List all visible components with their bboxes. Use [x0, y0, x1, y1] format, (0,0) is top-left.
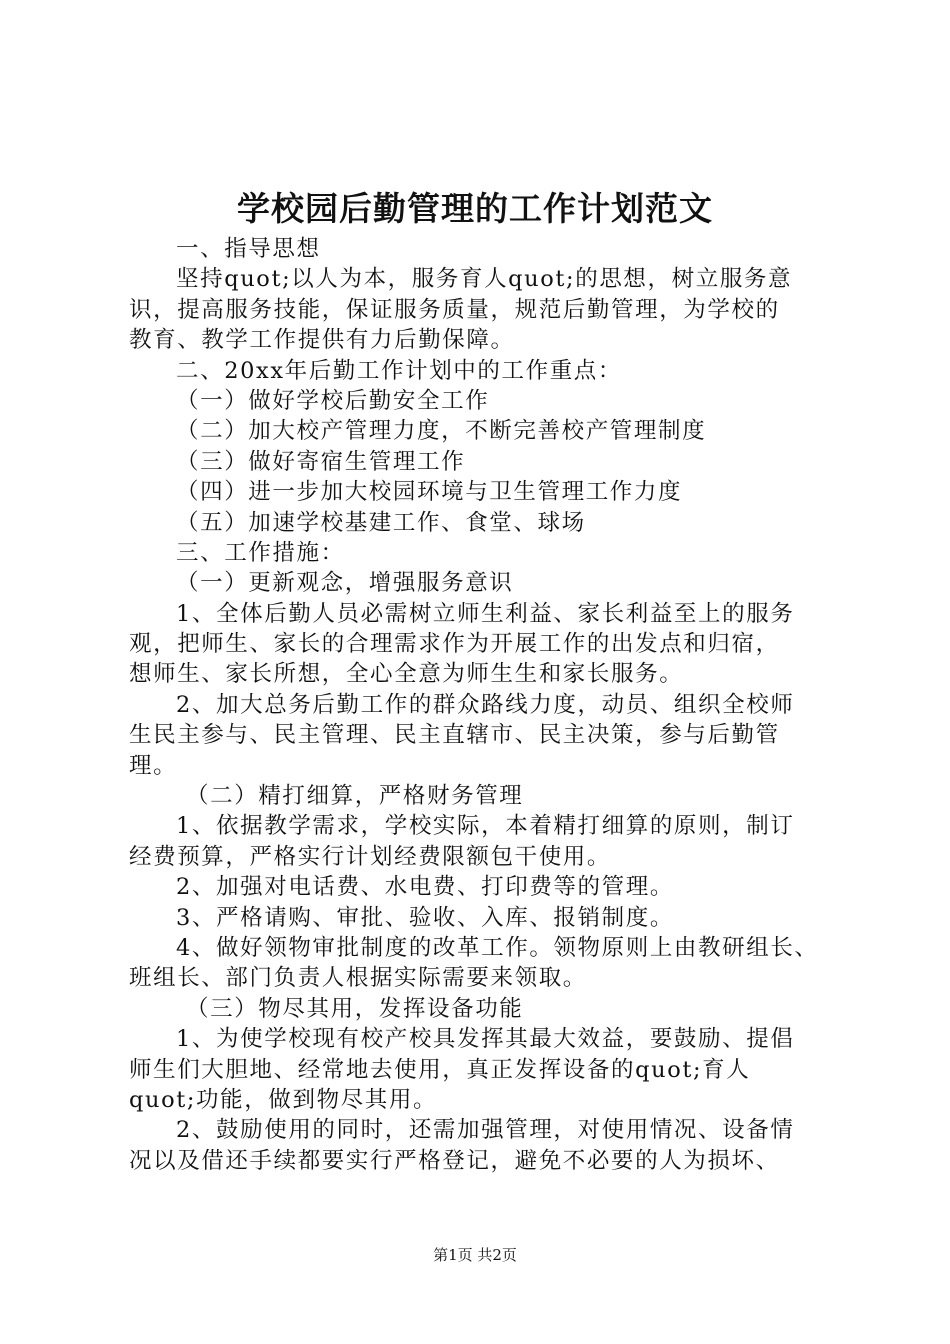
page-number-footer: 第1页 共2页 — [433, 1246, 517, 1264]
list-item: （二）加大校产管理力度，不断完善校产管理制度 — [176, 418, 707, 445]
paragraph-line: 1、全体后勤人员必需树立师生利益、家长利益至上的服务 — [176, 600, 795, 627]
paragraph-line: quot;功能，做到物尽其用。 — [129, 1086, 438, 1113]
paragraph-line: 1、依据教学需求，学校实际，本着精打细算的原则，制订 — [176, 813, 795, 840]
subsection-heading: （二）精打细算，严格财务管理 — [186, 783, 524, 810]
subsection-heading: （三）物尽其用，发挥设备功能 — [186, 995, 524, 1022]
paragraph-line: 2、鼓励使用的同时，还需加强管理，对使用情况、设备情 — [176, 1117, 795, 1144]
paragraph-line: 况以及借还手续都要实行严格登记，避免不必要的人为损坏、 — [129, 1147, 780, 1174]
list-item: （五）加速学校基建工作、食堂、球场 — [176, 509, 586, 536]
paragraph-line: 经费预算，严格实行计划经费限额包干使用。 — [129, 843, 612, 870]
paragraph-line: 师生们大胆地、经常地去使用，真正发挥设备的quot;育人 — [129, 1056, 751, 1083]
section-heading: 一、指导思想 — [176, 236, 321, 262]
paragraph-line: 想师生、家长所想，全心全意为师生生和家长服务。 — [129, 661, 684, 688]
paragraph-line: 1、为使学校现有校产校具发挥其最大效益，要鼓励、提倡 — [176, 1026, 795, 1053]
list-item: （三）做好寄宿生管理工作 — [176, 448, 466, 475]
list-item: （四）进一步加大校园环境与卫生管理工作力度 — [176, 479, 683, 506]
paragraph-line: 坚持quot;以人为本，服务育人quot;的思想，树立服务意 — [176, 266, 793, 293]
paragraph-line: 2、加强对电话费、水电费、打印费等的管理。 — [176, 874, 674, 901]
list-item: （一）做好学校后勤安全工作 — [176, 387, 490, 414]
paragraph-line: 4、做好领物审批制度的改革工作。领物原则上由教研组长、 — [176, 934, 819, 961]
paragraph-line: 班组长、部门负责人根据实际需要来领取。 — [129, 965, 587, 992]
paragraph-line: 2、加大总务后勤工作的群众路线力度，动员、组织全校师 — [176, 691, 795, 718]
paragraph-line: 理。 — [129, 752, 178, 779]
paragraph-line: 3、严格请购、审批、验收、入库、报销制度。 — [176, 904, 674, 931]
subsection-heading: （一）更新观念，增强服务意识 — [176, 570, 514, 597]
paragraph-line: 教育、教学工作提供有力后勤保障。 — [129, 327, 515, 354]
section-heading: 二、20xx年后勤工作计划中的工作重点： — [176, 357, 623, 384]
section-heading: 三、工作措施： — [176, 539, 345, 566]
paragraph-line: 识，提高服务技能，保证服务质量，规范后勤管理，为学校的 — [129, 296, 780, 323]
document-title: 学校园后勤管理的工作计划范文 — [237, 189, 713, 228]
document-body — [129, 234, 841, 1176]
paragraph-line: 观，把师生、家长的合理需求作为开展工作的出发点和归宿， — [129, 631, 780, 658]
paragraph-line: 生民主参与、民主管理、民主直辖市、民主决策，参与后勤管 — [129, 722, 780, 749]
